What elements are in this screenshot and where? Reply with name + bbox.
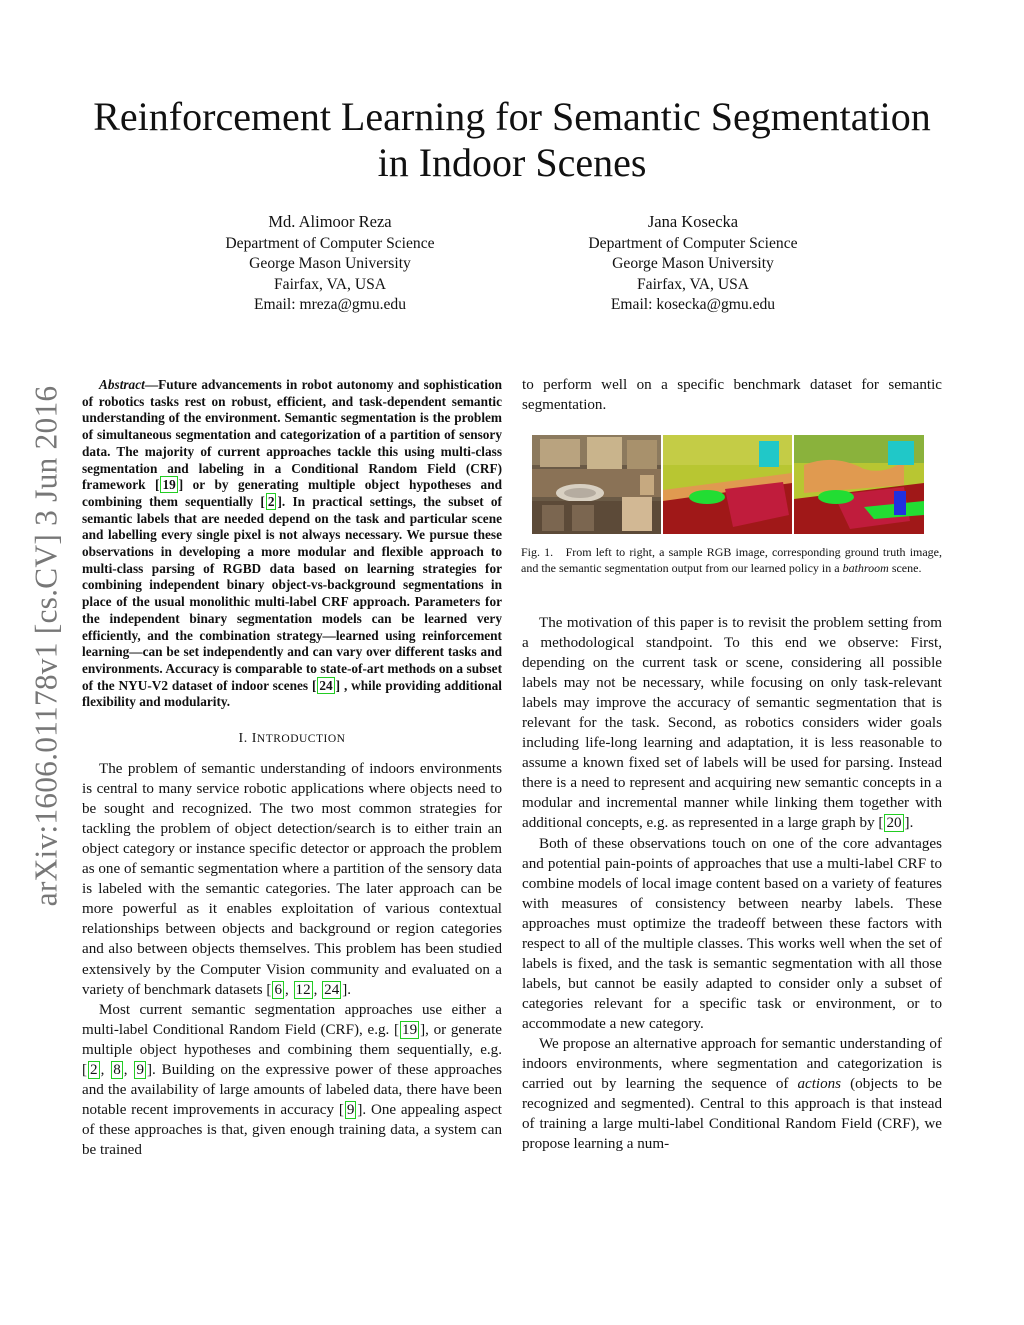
abstract-text: . In practical settings, the subset of semantic labels that are needed depend on the task and particular scene and labelling every single pixel is not always necessary. We pursue these observations in developing a more modular and flexible approach to multi-class parsing of RGBD data based on learning strategies for combining independent binary object-vs-background segmentations in place of the usual monolithic multi-label CRF approach. Parameters for the independent binary segmentation models can be learned very efficiently, and the combination strategy—learned using reinforcement learning—can be set independently and can vary over different tasks and environments. Accuracy is comparable to state-of-art methods on a subset of the NYU-V2 dataset of indoor scenes [82,493,502,693]
citation-link[interactable]: 19 [402,1021,418,1038]
paper-title [60,94,964,186]
right-column-body [522,613,942,1154]
abstract-keyword: Abstract [99,377,145,392]
author-block-2 [503,212,883,316]
paragraph-text: . Building on the expressive power of these approaches and the availability of large amounts of labeled data, there have been notable recent improvements in accuracy [82,1061,503,1118]
paragraph-text: . One appealing aspect of these approaches is that, given enough training data, a system can be trained [82,1101,503,1158]
figure-1-caption [521,544,942,576]
author-university: George Mason University [249,255,411,273]
section-title-rest: NTRODUCTION [256,733,346,746]
section-first-letter: I [251,731,257,747]
paragraph-text: . [347,981,352,998]
caption-text: scene. [888,561,922,575]
citation-link[interactable]: 2 [267,493,275,509]
citation-link[interactable]: 9 [136,1061,144,1078]
caption-text: From left to right, a sample RGB image, corresponding ground truth image, and the semantic segmentation output from our learned policy in a [521,545,943,575]
author-email[interactable]: Email: kosecka@gmu.edu [610,296,776,314]
citation-link[interactable]: 24 [319,677,333,693]
author-name: Md. Alimoor Reza [268,212,392,231]
figure-ground-truth-image [663,435,792,534]
title-line-2: in Indoor Scenes [377,140,647,185]
author-email[interactable]: Email: mreza@gmu.edu [253,296,407,314]
arxiv-stamp-text: arXiv:1606.01178v1 [cs.CV] 3 Jun 2016 [28,385,64,907]
citation-link[interactable]: 12 [295,981,311,998]
figure-label: Fig. 1. [521,545,554,559]
author-department: Department of Computer Science [225,234,435,252]
left-column [82,377,502,1160]
paragraph-text: . [909,815,914,832]
abstract-text: or by generating multiple object hypotheses and combining them sequentially [82,477,502,509]
citation-link[interactable]: 2 [90,1061,98,1078]
author-location: Fairfax, VA, USA [636,275,750,293]
author-name: Jana Kosecka [647,212,739,231]
paragraph-text: We propose an alternative approach for semantic understanding of indoors environments, where segmentation and categorization is carried out by learning the sequence of [522,1035,942,1093]
intro-body [82,759,502,1160]
abstract-text: , while providing additional flexibility and modularity. [82,677,502,710]
author-block-1 [140,212,520,316]
citation-link[interactable]: 8 [113,1061,121,1078]
right-column-top [522,375,942,415]
paragraph: to perform well on a specific benchmark dataset for semantic segmentation. [522,377,942,414]
figure-1 [532,435,924,534]
author-department: Department of Computer Science [588,234,798,252]
citation-link[interactable]: 20 [886,815,902,832]
paragraph-emphasis: actions [797,1076,842,1093]
paragraph: The motivation of this paper is to revisit the problem setting from a methodological standpoint. To this end we observe: First, depending on the current task or scene, considering all possible labels may not be necessary, while focusing on only task-relevant labels may improve the accuracy of semantic segmentation that is relevant for the task. Second, as robotics considers wider goals including life-long learning and adaptation, it is less reasonable to assume a known fixed set of labels will be used for parsing. Instead there is a need to represent and acquiring new semantic concepts in a modular and incremental manner while linking them together with additional concepts, e.g. as represented in a large graph by [ 20 ]. [522,615,942,832]
figure-rgb-image [532,435,661,534]
abstract-text: —Future advancements in robot autonomy and sophistication of robotics tasks rest on robust, efficient, and task-dependent semantic understanding of the environment. Semantic segmentation is the problem of simultaneous segmentation and categorization of a partition of sensory data. The majority of current approaches tackle this using multi-class segmentation and labeling in a Conditional Random Field (CRF) framework [82,377,502,493]
citation-link[interactable]: 24 [324,981,340,998]
paragraph: The problem of semantic understanding of indoors environments is central to many service robotic applications where objects need to be sought and recognized. The two most common strategies for tackling the problem of object detection/search is to either train an object category or instance specific detector or approach the problem as one of semantic segmentation where a partition of the sensory data is labeled with the semantic categories. The later approach can be more powerful as it enables exploitation of various contextual relationships between objects and background or region categories and also between objects themselves. This problem has been studied extensively by the Computer Vision community and evaluated on a variety of benchmark datasets [ 6 , 12 , 24 ]. [82,761,502,998]
paragraph-text: The problem of semantic understanding of indoors environments is central to many service robotic applications where objects need to be sought and recognized. The two most common strategies for tackling the problem of object detection/search is to either train an object category or instance specific detector or approach the problem as one of semantic segmentation where a partition of the sensory data is labeled with the semantic categories. The later approach can be more powerful as it enables exploitation of various contextual relationships between objects and background or region categories and also between objects themselves. This problem has been studied extensively by the Computer Vision community and evaluated on a variety of benchmark datasets [82,761,502,998]
caption-emphasis: bathroom [842,561,889,575]
author-location: Fairfax, VA, USA [273,275,387,293]
author-university: George Mason University [612,255,774,273]
section-number: I. [238,731,252,747]
paragraph-text: Most current semantic segmentation approaches use either a multi-label Conditional Random Field (CRF), e.g. [82,1001,502,1038]
paragraph: Both of these observations touch on one of the core advantages and potential pain-points of approaches that use a multi-label CRF to combine models of local image content based on a variety of features with measures of consistency between nearby labels. These approaches must optimize the tradeoff between these factors with respect to all of the multiple classes. This works well when the set of labels is fixed, and the task is semantic segmentation with all those labels, but cannot be easily adapted to consider only a subset of categories relevant for a specific task or environment, or to accommodate a new category. [522,835,942,1032]
citation-link[interactable]: 9 [346,1101,355,1118]
title-line-1: Reinforcement Learning for Semantic Segmentation [93,94,931,139]
citation-link[interactable]: 19 [162,477,176,493]
figure-segmentation-output [794,435,924,534]
abstract: Abstract—Future advancements in robot autonomy and sophistication of robotics tasks rest on robust, efficient, and task-dependent semantic understanding of the environment. Semantic segmentation is the problem of simultaneous segmentation and categorization of a partition of sensory data. The majority of current approaches tackle this using multi-class segmentation and labeling in a Conditional Random Field (CRF) framework [ 19 ] or by generating multiple object hypotheses and combining them sequentially [ 2 ]. In practical settings, the subset of semantic labels that are needed depend on the task and particular scene and labelling every single pixel is not always necessary. We pursue these observations in developing a more modular and flexible approach to multi-class parsing of RGBD data based on learning strategies for combining independent binary object-vs-background segmentations in place of the usual monolithic multi-label CRF approach. Parameters for the independent binary segmentation models can be learned very efficiently, and the combination strategy—learned using reinforcement learning—can be set independently and can vary over different tasks and environments. Accuracy is comparable to state-of-art methods on a subset of the NYU-V2 dataset of indoor scenes [ 24 ] , while providing additional flexibility and modularity. [82,377,502,710]
paragraph-text: (objects to be recognized and segmented). Central to this approach is that instead of training a large multi-label Conditional Random Field (CRF), we propose learning a num- [522,1076,942,1153]
arxiv-stamp [26,362,66,930]
paragraph [522,1034,942,1154]
citation-link[interactable]: 6 [274,981,282,998]
section-heading-introduction [82,731,502,747]
paragraph-text: , or generate multiple object hypotheses and combining them sequentially, e.g. [82,1021,503,1058]
paragraph: Most current semantic segmentation approaches use either a multi-label Conditional Random Field (CRF), e.g. [ 19 ], or generate multiple object hypotheses and combining them sequentially, e.g. [ 2 , 8 , 9 ]. Building on the expressive power of these approaches and the availability of large amounts of labeled data, there have been notable recent improvements in accuracy [ 9 ]. One appealing aspect of these approaches is that, given enough training data, a system can be trained [82,1001,503,1158]
paragraph-text: The motivation of this paper is to revisit the problem setting from a methodological standpoint. To this end we observe: First, depending on the current task or scene, considering all possible labels may not be necessary, while focusing on only task-relevant labels may improve the accuracy of semantic segmentation that is relevant for the task. Second, as robotics considers wider goals including life-long learning and adaptation, it is less reasonable to assume a known fixed set of labels will be used for parsing. Instead there is a need to represent and acquiring new semantic concepts in a modular and incremental manner while linking them together with additional concepts, e.g. as represented in a large graph by [522,615,942,832]
